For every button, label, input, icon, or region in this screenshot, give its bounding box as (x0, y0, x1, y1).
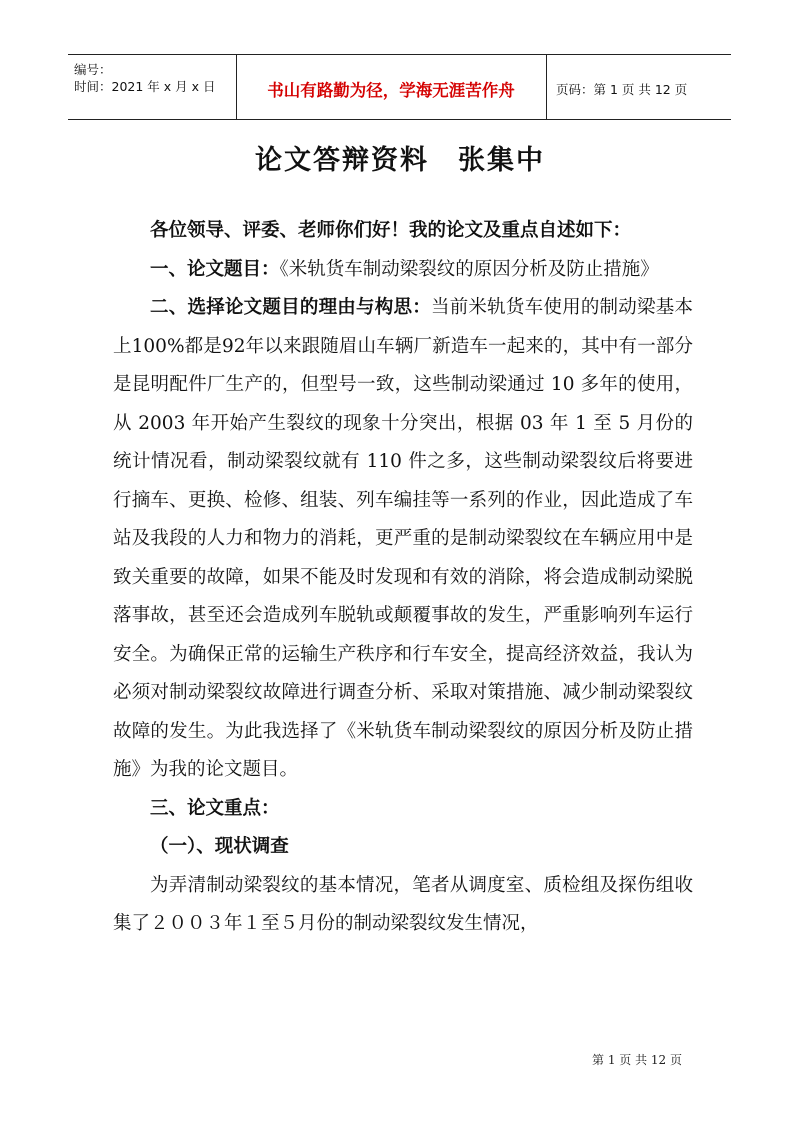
section-2-heading: 二、选择论文题目的理由与构思： (150, 297, 431, 318)
page-footer: 第 1 页 共 12 页 (592, 1053, 682, 1067)
section-3-subheading: （一）、现状调查 (150, 836, 289, 857)
header-motto: 书山有路勤为径，学海无涯苦作舟 (267, 81, 515, 100)
time-label: 时间：2021 年 x 月 x 日 (74, 79, 216, 94)
section-1-heading: 一、论文题目： (150, 258, 280, 280)
greeting: 各位领导、评委、老师你们好！我的论文及重点自述如下： (150, 220, 632, 241)
page-title: 论文答辩资料 张集中 (255, 145, 545, 176)
header-divider (546, 55, 547, 119)
number-label: 编号： (74, 62, 112, 77)
section-3-text: 为弄清制动梁裂纹的基本情况，笔者从调度室、质检组及探伤组收集了２００３年１至５月份的制动梁裂纹发生情况， (113, 874, 693, 934)
section-3-heading: 三、论文重点： (150, 797, 280, 819)
section-2 (113, 289, 693, 790)
document-body (113, 212, 693, 944)
section-1 (113, 251, 693, 290)
header-meta (74, 61, 215, 95)
header-page-label: 页码：第 1 页 共 12 页 (556, 82, 688, 97)
section-1-text: 《米轨货车制动梁裂纹的原因分析及防止措施》 (279, 258, 659, 280)
page-header (68, 54, 731, 120)
section-2-text: 当前米轨货车使用的制动梁基本上100%都是92年以来跟随眉山车辆厂新造车一起来的，其中有一部分是昆明配件厂生产的，但型号一致，这些制动梁通过 10 多年的使用，从 2003 年开始产生裂纹的现象十分突出，根据 03 年 1 至 5 月份的统计情况看，制动梁裂纹就有 110 件之多，这些制动梁裂纹后将要进行摘车、更换、检修、组装、列车编挂等一系列的作业，因此造成了车站及我段的人力和物力的消耗，更严重的是制动梁裂纹在车辆应用中是致关重要的故障，如果不能及时发现和有效的消除，将会造成制动梁脱落事故，甚至还会造成列车脱轨或颠覆事故的发生，严重影响列车运行安全。为确保正常的运输生产秩序和行车安全，提高经济效益，我认为必须对制动梁裂纹故障进行调查分析、采取对策措施、减少制动梁裂纹故障的发生。为此我选择了《米轨货车制动梁裂纹的原因分析及防止措施》为我的论文题目。 (113, 297, 693, 780)
